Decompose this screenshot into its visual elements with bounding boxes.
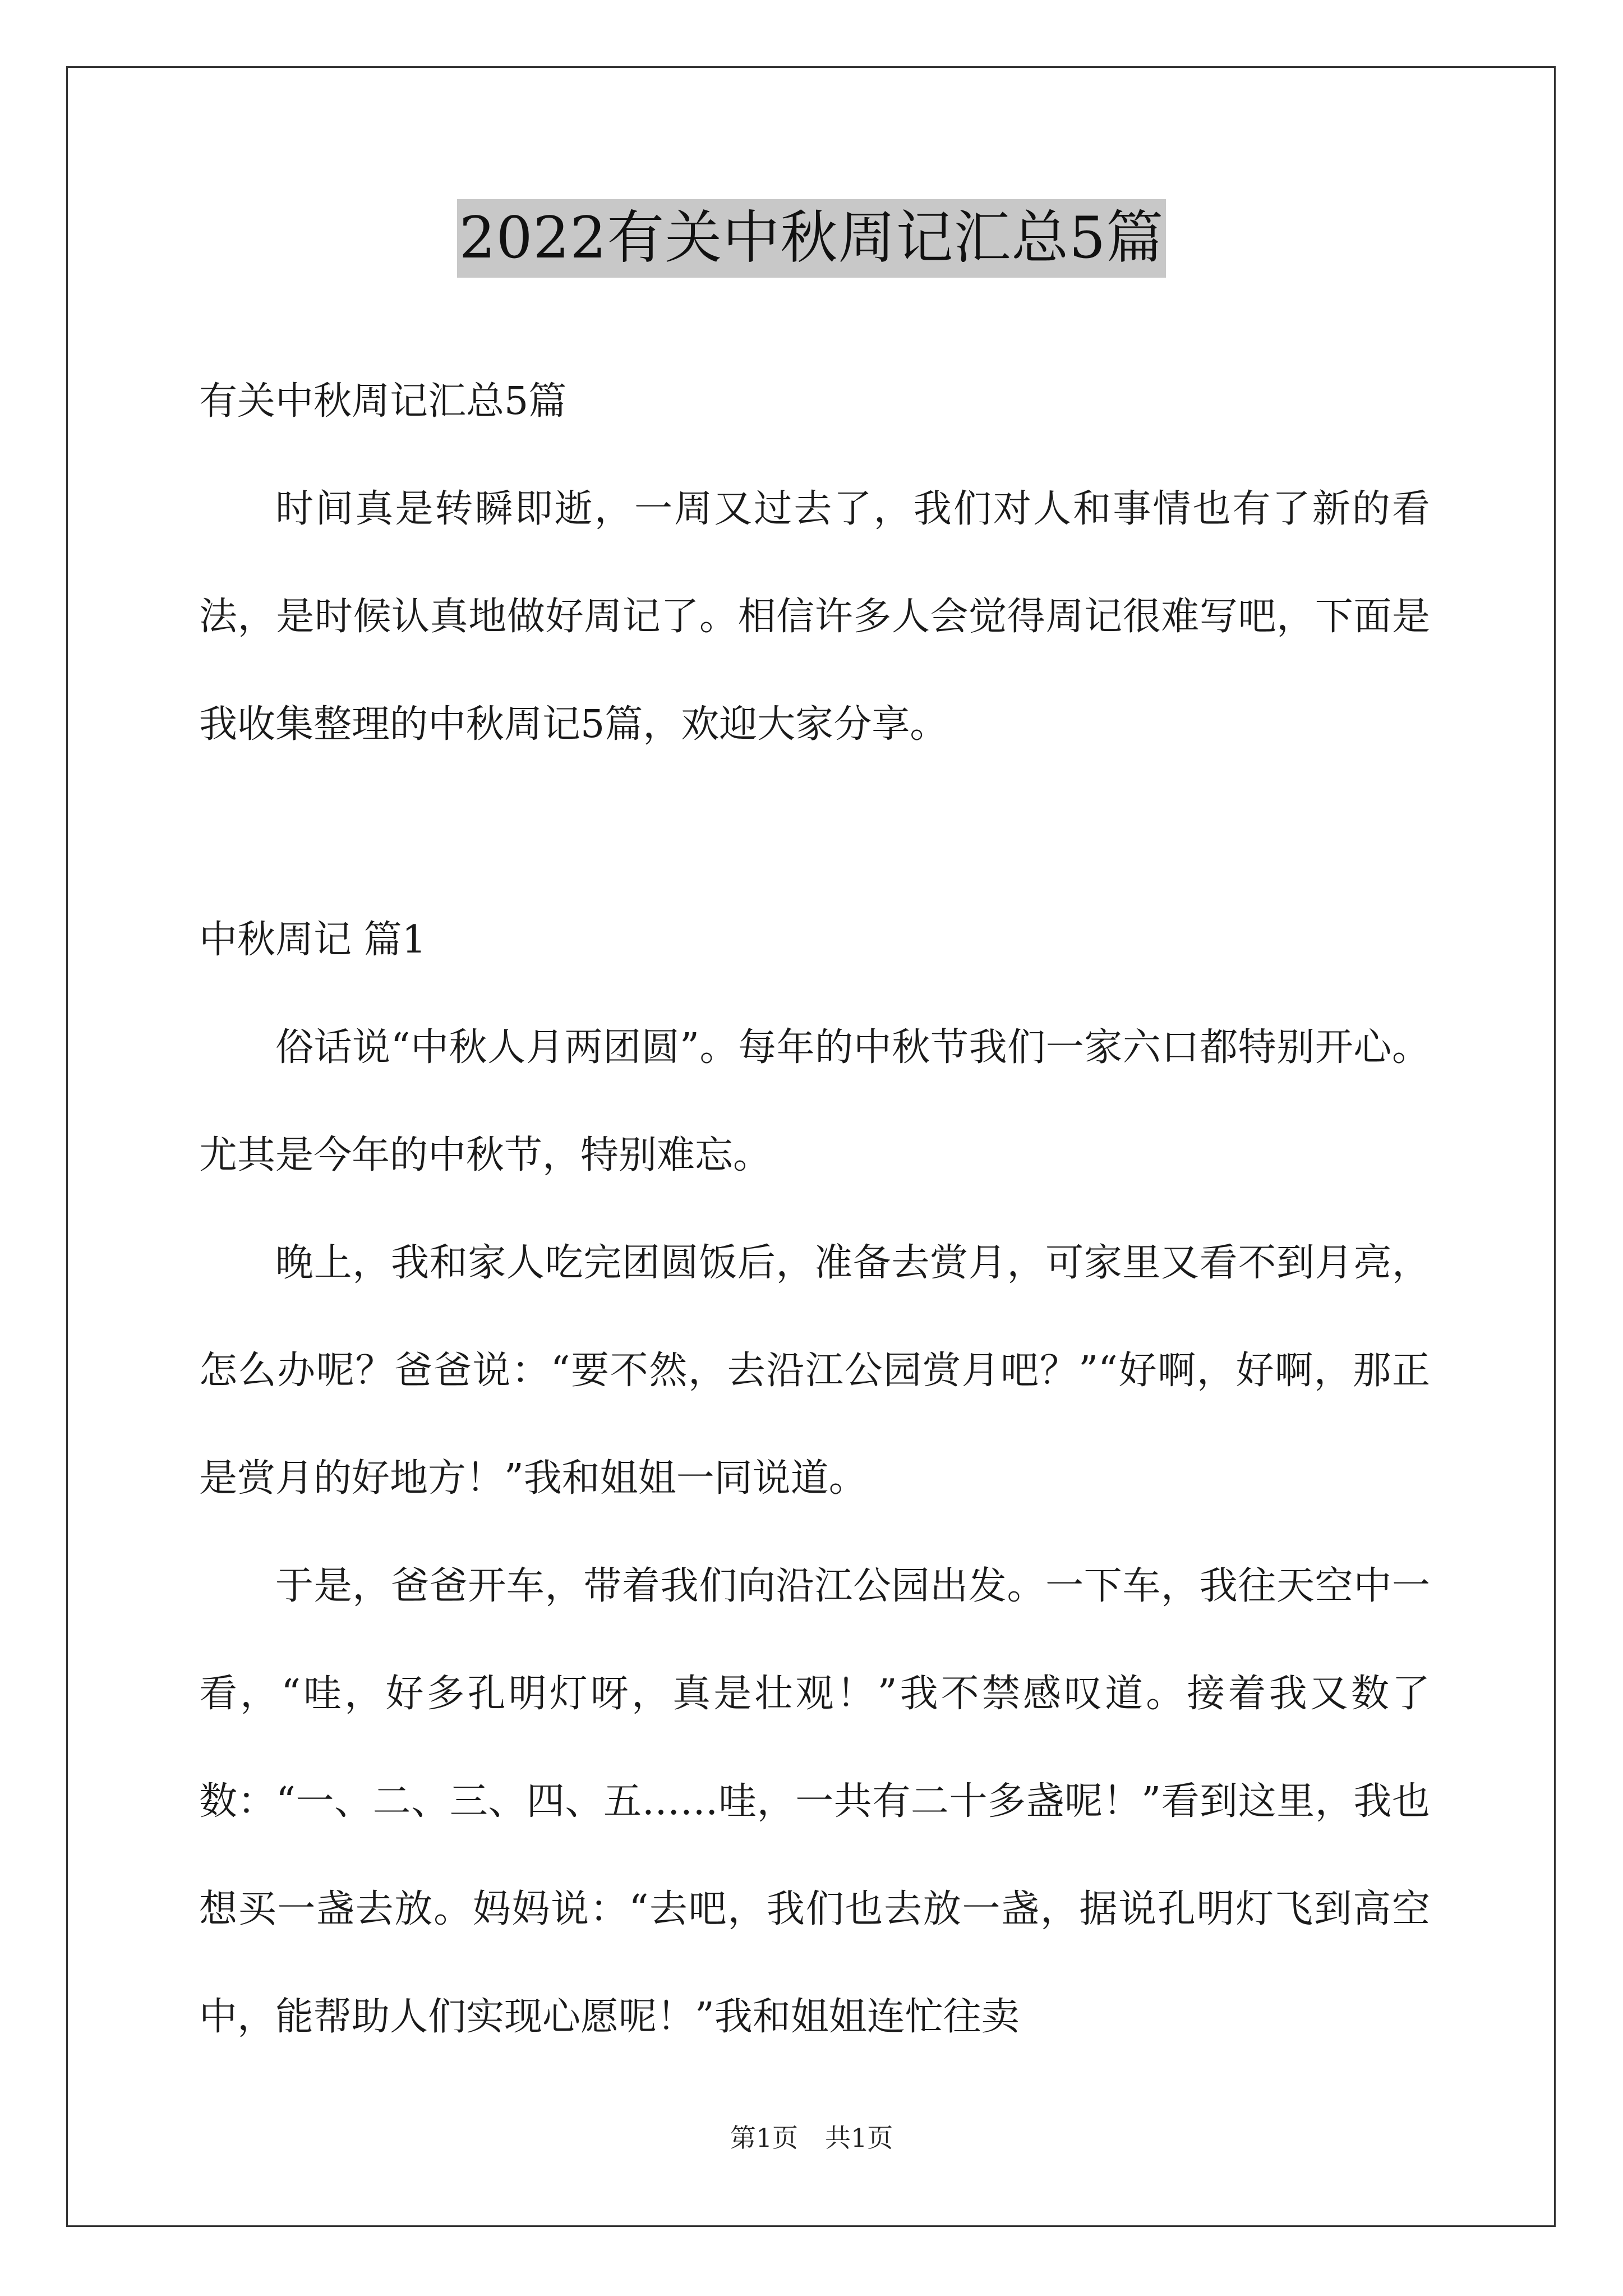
body-paragraph: 晚上，我和家人吃完团圆饭后，准备去赏月，可家里又看不到月亮，怎么办呢？爸爸说：“要不然，去沿江公园赏月吧？”“好啊，好啊，那正是赏月的好地方！”我和姐姐一同说道。 [199,1241,1430,1501]
page-total: 共1页 [825,2123,893,2153]
body-paragraph: 于是，爸爸开车，带着我们向沿江公园出发。一下车，我往天空中一看，“哇，好多孔明灯呀，真是壮观！”我不禁感叹道。接着我又数了数：“一、二、三、四、五……哇，一共有二十多盏呢！”看到这里，我也想买一盏去放。妈妈说：“去吧，我们也去放一盏，据说孔明灯飞到高空中，能帮助人们实现心愿呢！”我和姐姐连忙往卖 [199,1564,1430,2039]
title-container [0,199,1623,278]
intro-paragraph: 时间真是转瞬即逝，一周又过去了，我们对人和事情也有了新的看法，是时候认真地做好周记了。相信许多人会觉得周记很难写吧，下面是我收集整理的中秋周记5篇，欢迎大家分享。 [199,487,1430,747]
document-body [199,348,1430,2071]
page-footer [0,2118,1623,2155]
document-title: 2022有关中秋周记汇总5篇 [457,199,1166,278]
document-subtitle: 有关中秋周记汇总5篇 [199,379,567,424]
section-heading: 中秋周记 篇1 [199,918,426,962]
section-spacer [199,779,1430,886]
page-number: 第1页 [730,2123,798,2153]
body-paragraph: 俗话说“中秋人月两团圆”。每年的中秋节我们一家六口都特别开心。尤其是今年的中秋节，特别难忘。 [199,1025,1430,1177]
